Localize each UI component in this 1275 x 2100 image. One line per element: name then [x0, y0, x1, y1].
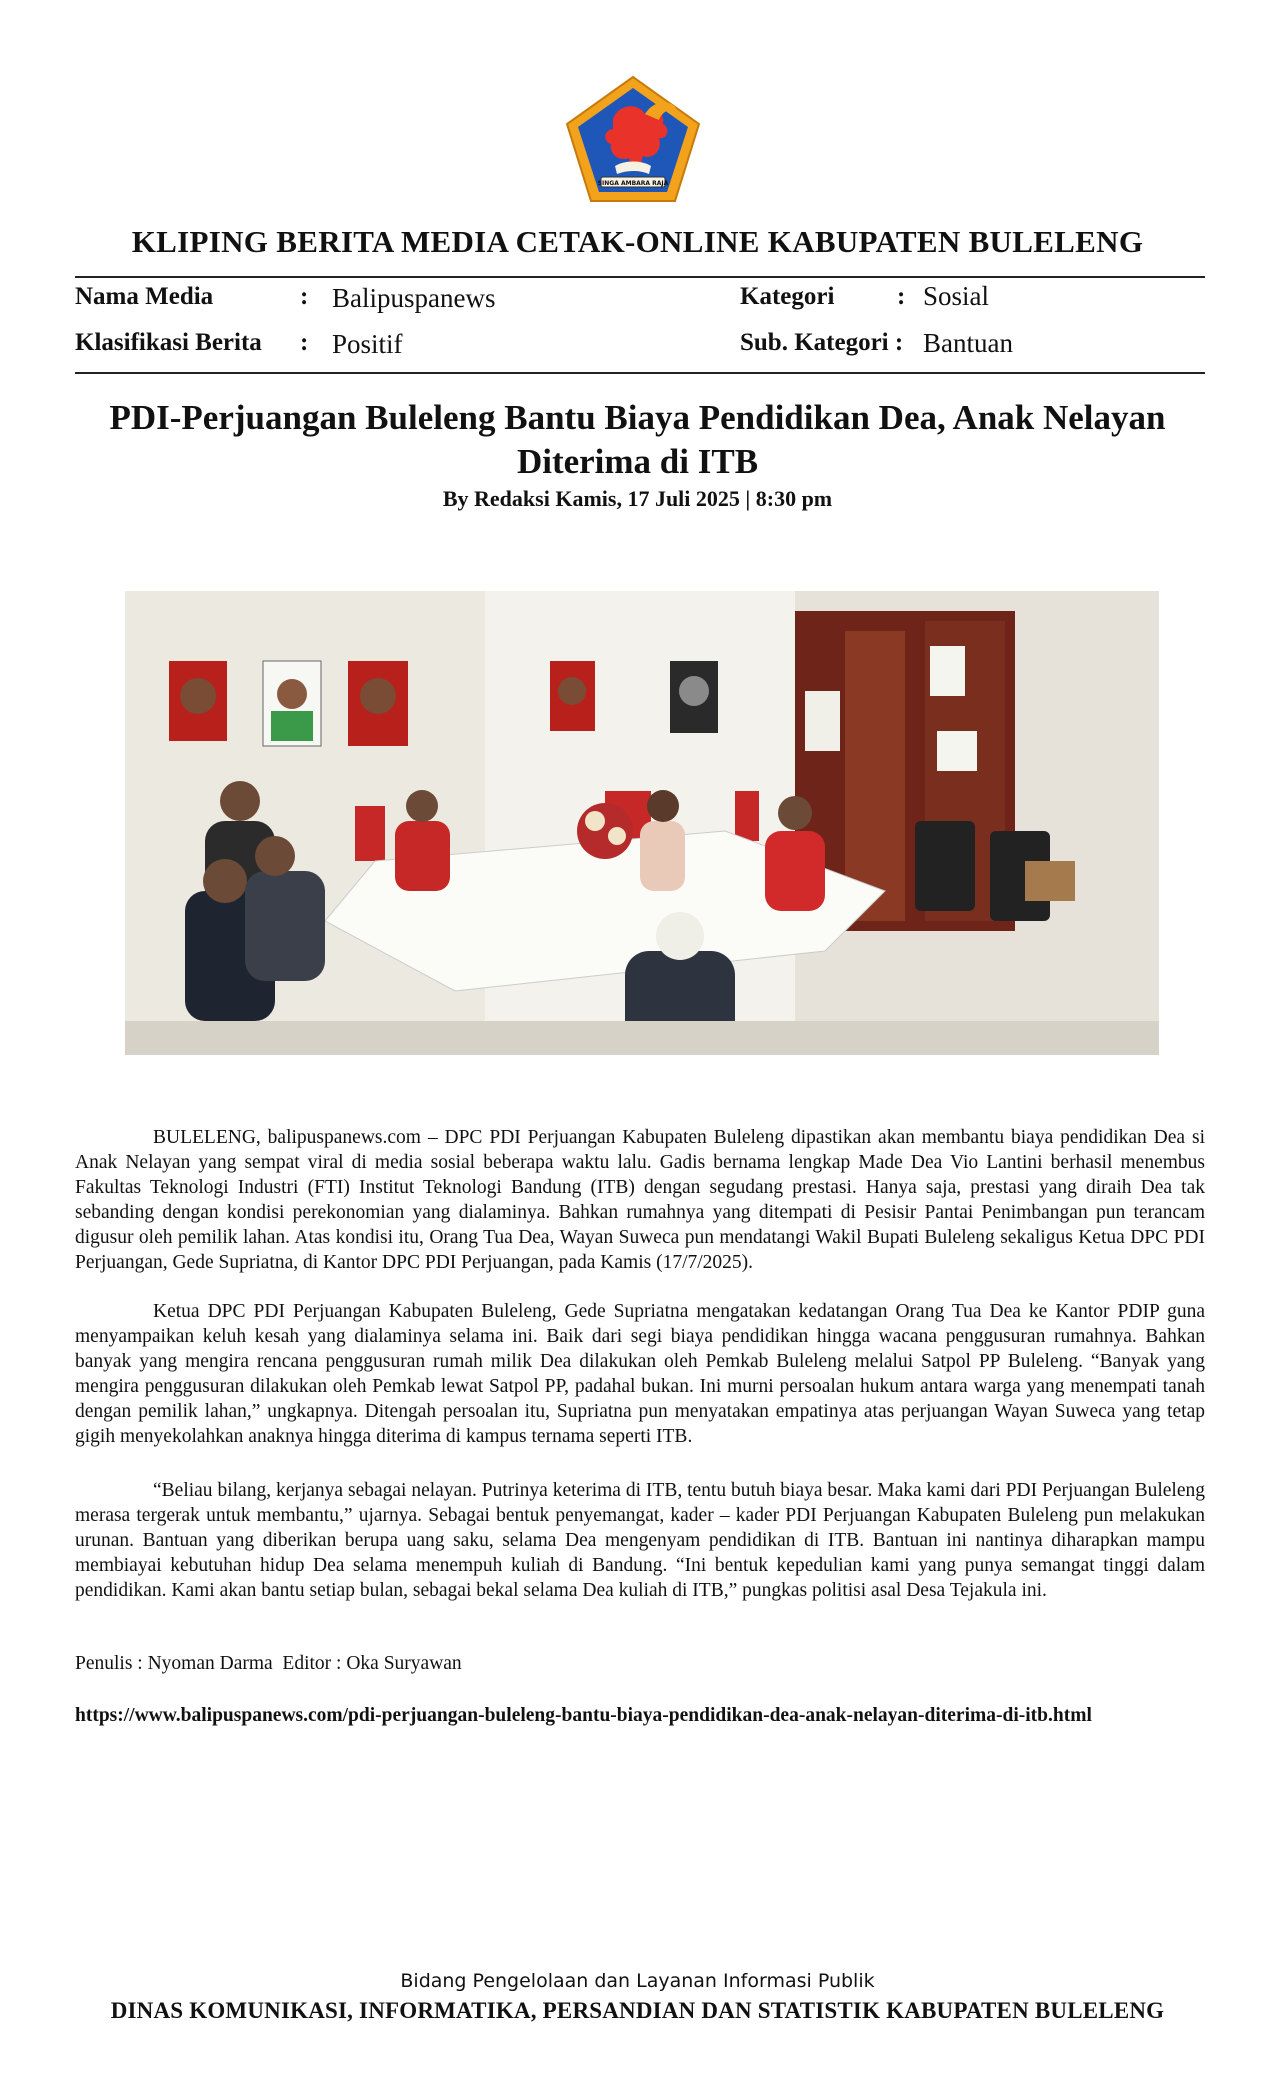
klasifikasi-value: Positif [332, 329, 403, 359]
article-paragraph-1 [75, 1125, 1205, 1275]
nama-media-colon: : [300, 283, 309, 310]
headline-line-2: Diterima di ITB [516, 442, 759, 481]
buleleng-emblem-logo [563, 74, 703, 204]
kategori-value: Sosial [923, 281, 990, 311]
emblem-caption: SINGA AMBARA RAJA [597, 180, 669, 187]
headline-line-1: PDI-Perjuangan Buleleng Bantu Biaya Pendidikan Dea, Anak Nelayan [109, 398, 1166, 437]
kategori-colon: : [897, 283, 906, 310]
kategori-label: Kategori [740, 283, 835, 310]
article-byline: By Redaksi Kamis, 17 Juli 2025 | 8:30 pm [442, 486, 833, 511]
nama-media-label: Nama Media [75, 283, 214, 310]
article-headline [60, 396, 1215, 484]
nama-media-value: Balipuspanews [332, 283, 496, 313]
top-divider [75, 276, 1205, 278]
article-photo [125, 591, 1159, 1055]
paragraph-3-text: “Beliau bilang, kerjanya sebagai nelayan. Putrinya keterima di ITB, tentu butuh biaya besar. Maka kami dari PDI Perjuangan Buleleng merasa tergerak untuk membantu,” ujarnya. Sebagai bentuk penyemangat, kader – kader PDI Perjuangan Kabupaten Buleleng pun melakukan urunan. Bantuan yang diberikan berupa uang saku, selama Dea mengenyam pendidikan di ITB. Bantuan ini nantinya diharapkan mampu membiayai kebutuhan hidup Dea selama menempuh kuliah di Bandung. “Ini bentuk kepedulian kami yang punya semangat tinggi dalam pendidikan. Kami akan bantu setiap bulan, sebagai bekal selama Dea kuliah di ITB,” pungkas politisi asal Desa Tejakula ini. [75, 1480, 1205, 1601]
meta-divider [75, 372, 1205, 374]
footer-agency: DINAS KOMUNIKASI, INFORMATIKA, PERSANDIAN DAN STATISTIK KABUPATEN BULELENG [110, 1998, 1165, 2023]
article-paragraph-2 [75, 1299, 1205, 1449]
article-source-url[interactable]: https://www.balipuspanews.com/pdi-perjuangan-buleleng-bantu-biaya-pendidikan-dea-anak-nelayan-diterima-di-itb.html [75, 1705, 1092, 1726]
paragraph-1-text: BULELENG, balipuspanews.com – DPC PDI Perjuangan Kabupaten Buleleng dipastikan akan membantu biaya pendidikan Dea si Anak Nelayan yang sempat viral di media sosial beberapa waktu lalu. Gadis bernama lengkap Made Dea Vio Lantini berhasil menembus Fakultas Teknologi Industri (FTI) Institut Teknologi Bandung (ITB) dengan segudang prestasi. Hanya saja, prestasi yang diraih Dea tak sebanding dengan kondisi perekonomian yang dialaminya. Bahkan rumahnya yang ditempati di Pesisir Pantai Penimbangan pun terancam digusur oleh pemilik lahan. Atas kondisi itu, Orang Tua Dea, Wayan Suweca pun mendatangi Wakil Bupati Buleleng sekaligus Ketua DPC PDI Perjuangan, Gede Supriatna, di Kantor DPC PDI Perjuangan, pada Kamis (17/7/2025). [75, 1127, 1205, 1273]
klasifikasi-colon: : [300, 329, 309, 356]
klasifikasi-label: Klasifikasi Berita [75, 329, 262, 356]
article-paragraph-3 [75, 1478, 1205, 1603]
article-credits: Penulis : Nyoman Darma Editor : Oka Suryawan [75, 1653, 462, 1674]
sub-kategori-value: Bantuan [923, 328, 1013, 358]
footer-department: Bidang Pengelolaan dan Layanan Informasi Publik [400, 1970, 875, 1992]
paragraph-2-text: Ketua DPC PDI Perjuangan Kabupaten Buleleng, Gede Supriatna mengatakan kedatangan Orang Tua Dea ke Kantor PDIP guna menyampaikan keluh kesah yang dialaminya selama ini. Baik dari segi biaya pendidikan hingga wacana penggusuran rumahnya. Bahkan banyak yang mengira rencana penggusuran rumah milik Dea dilakukan oleh Pemkab Buleleng melalui Satpol PP Buleleng. “Banyak yang mengira penggusuran dilakukan oleh Pemkab lewat Satpol PP, padahal bukan. Ini murni persoalan hukum antara warga yang menempati tanah dengan pemilik lahan,” ungkapnya. Ditengah persoalan itu, Supriatna pun menyatakan empatinya atas perjuangan Wayan Suweca yang tetap gigih menyekolahkan anaknya hingga diterima di kampus ternama seperti ITB. [75, 1301, 1205, 1447]
document-title: KLIPING BERITA MEDIA CETAK-ONLINE KABUPATEN BULELENG [131, 224, 1144, 259]
sub-kategori-label: Sub. Kategori : [740, 329, 904, 356]
